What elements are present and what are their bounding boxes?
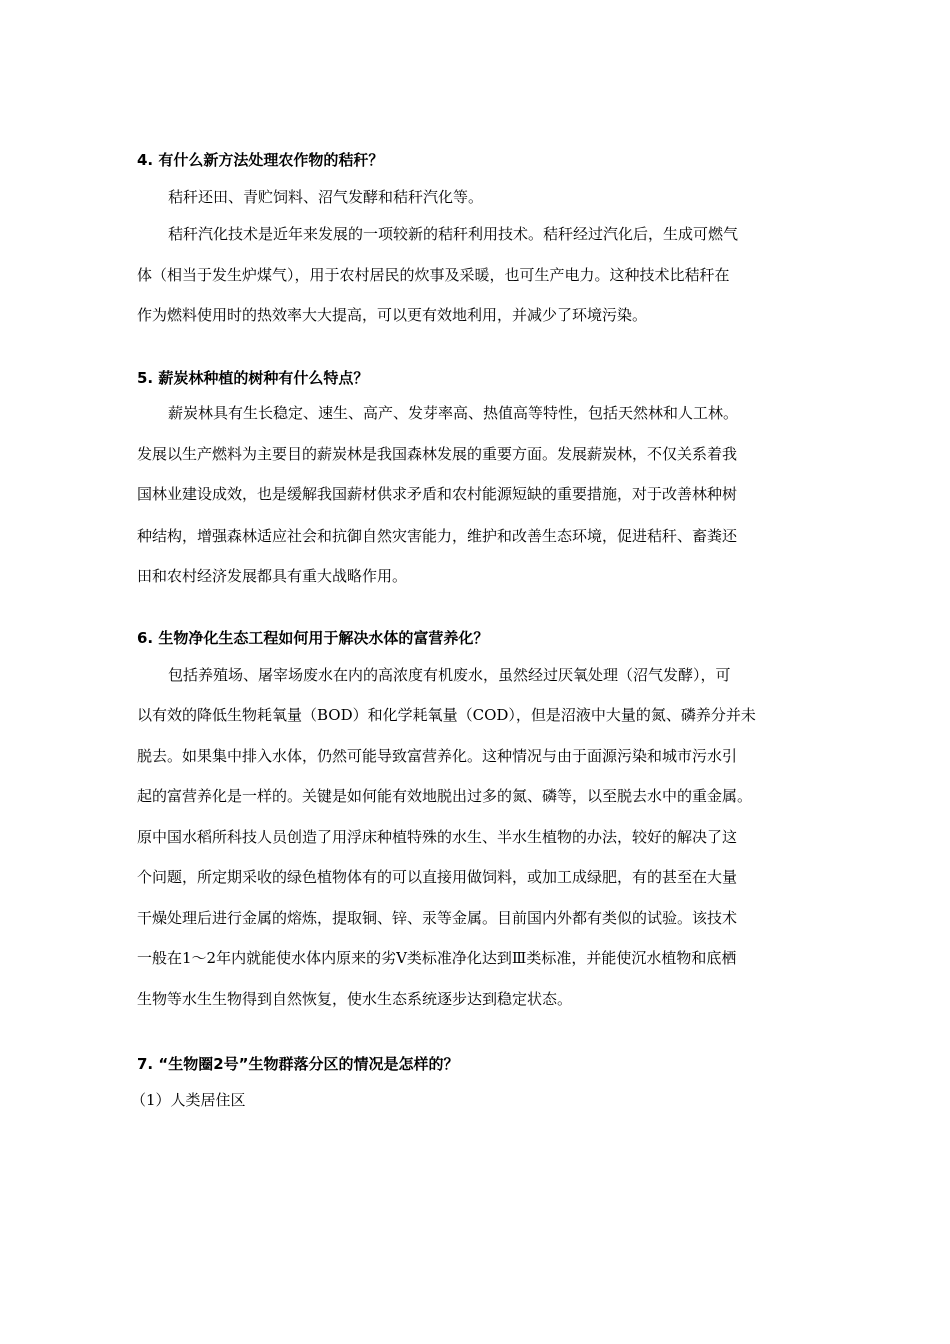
answer-6-line: 以有效的降低生物耗氧量（BOD）和化学耗氧量（COD），但是沼液中大量的氮、磷养分并未 <box>137 706 756 724</box>
answer-7-subheading: （1）人类居住区 <box>131 1091 246 1109</box>
answer-4-line: 作为燃料使用时的热效率大大提高，可以更有效地利用，并减少了环境污染。 <box>137 306 648 324</box>
answer-6-line: 起的富营养化是一样的。关键是如何能有效地脱出过多的氮、磷等，以至脱去水中的重金属。 <box>137 787 753 805</box>
answer-4-line: 体（相当于发生炉煤气），用于农村居民的炊事及采暖，也可生产电力。这种技术比秸秆在 <box>137 266 730 284</box>
answer-6-line: 一般在1～2年内就能使水体内原来的劣Ⅴ类标准净化达到Ⅲ类标准，并能使沉水植物和底栖 <box>137 949 737 967</box>
answer-5-line: 薪炭林具有生长稳定、速生、高产、发芽率高、热值高等特性，包括天然林和人工林。 <box>168 404 739 422</box>
answer-4-line: 秸秆还田、青贮饲料、沼气发酵和秸秆汽化等。 <box>168 188 484 206</box>
answer-5-line: 种结构，增强森林适应社会和抗御自然灾害能力，维护和改善生态环境，促进秸秆、畜粪还 <box>137 527 738 545</box>
question-7-title: 7. “生物圈2号”生物群落分区的情况是怎样的？ <box>137 1055 459 1073</box>
answer-6-line: 包括养殖场、屠宰场废水在内的高浓度有机废水，虽然经过厌氧处理（沼气发酵），可 <box>168 666 731 684</box>
answer-6-line: 个问题，所定期采收的绿色植物体有的可以直接用做饲料，或加工成绿肥，有的甚至在大量 <box>137 868 738 886</box>
question-4-title: 4. 有什么新方法处理农作物的秸秆？ <box>137 151 384 169</box>
answer-5-line: 田和农村经济发展都具有重大战略作用。 <box>137 567 408 585</box>
answer-5-line: 国林业建设成效，也是缓解我国薪材供求矛盾和农村能源短缺的重要措施，对于改善林种树 <box>137 485 738 503</box>
answer-6-line: 生物等水生生物得到自然恢复，使水生态系统逐步达到稳定状态。 <box>137 990 573 1008</box>
answer-6-line: 原中国水稻所科技人员创造了用浮床种植特殊的水生、半水生植物的办法，较好的解决了这 <box>137 828 738 846</box>
answer-6-line: 干燥处理后进行金属的熔炼，提取铜、锌、汞等金属。目前国内外都有类似的试验。该技术 <box>137 909 738 927</box>
answer-6-line: 脱去。如果集中排入水体，仍然可能导致富营养化。这种情况与由于面源污染和城市污水引 <box>137 747 738 765</box>
answer-5-line: 发展以生产燃料为主要目的薪炭林是我国森林发展的重要方面。发展薪炭林，不仅关系着我 <box>137 445 738 463</box>
answer-4-line: 秸秆汽化技术是近年来发展的一项较新的秸秆利用技术。秸秆经过汽化后，生成可燃气 <box>168 225 739 243</box>
question-6-title: 6. 生物净化生态工程如何用于解决水体的富营养化？ <box>137 629 489 647</box>
question-5-title: 5. 薪炭林种植的树种有什么特点？ <box>137 369 369 387</box>
